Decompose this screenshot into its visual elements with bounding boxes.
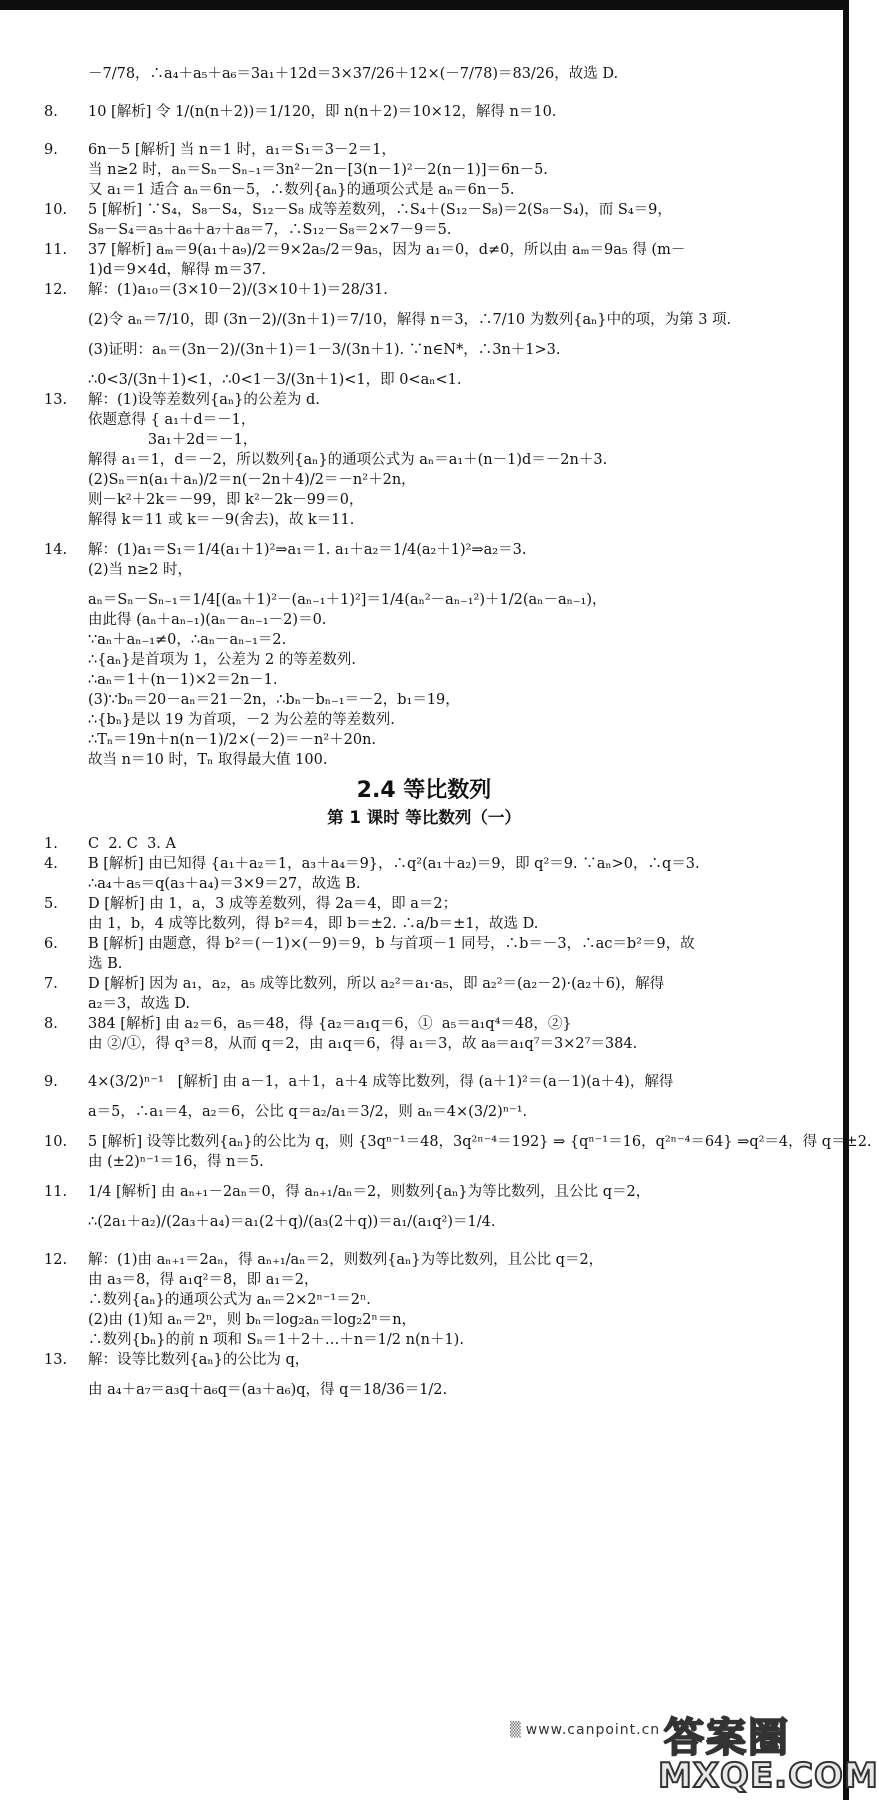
answer-line — [44, 1380, 804, 1400]
answer-text: (2)由 (1)知 aₙ＝2ⁿ，则 bₙ＝log₂aₙ＝log₂2ⁿ＝n， — [88, 1312, 417, 1328]
answer-text: 37 [解析] aₘ＝9(a₁＋a₉)/2＝9×2a₅/2＝9a₅，因为 a₁＝0，d≠0，所以由 aₘ＝9a₅ 得 (m－ — [88, 242, 686, 258]
item-number: 8. — [44, 104, 58, 120]
answer-content — [44, 64, 872, 1400]
answer-text: 由 ②/①，得 q³＝8，从而 q＝2，由 a₁q＝6，得 a₁＝3，故 a₈＝a₁q⁷＝3×2⁷＝384. — [88, 1036, 638, 1052]
answer-text: S₈－S₄＝a₅＋a₆＋a₇＋a₈＝7，∴S₁₂－S₈＝2×7－9＝5. — [88, 222, 452, 238]
answer-text: B [解析] 由题意，得 b²＝(－1)×(－9)＝9，b 与首项－1 同号，∴b＝－3，∴ac＝b²＝9，故 — [88, 936, 695, 952]
spacer — [44, 330, 804, 340]
answer-text: 6n－5 [解析] 当 n＝1 时，a₁＝S₁＝3－2＝1， — [88, 142, 396, 158]
answer-item — [44, 1250, 804, 1270]
watermark-logo — [650, 1700, 879, 1800]
answer-text: 解得 a₁＝1，d＝－2，所以数列{aₙ}的通项公式为 aₙ＝a₁＋(n－1)d＝－2n＋3. — [88, 452, 608, 468]
answer-item — [44, 1350, 804, 1370]
spacer — [44, 1054, 804, 1072]
answer-line — [44, 994, 804, 1014]
answer-line — [44, 670, 804, 690]
answer-line — [44, 510, 804, 530]
answer-text: (3)∵bₙ＝20－aₙ＝21－2n，∴bₙ－bₙ₋₁＝－2，b₁＝19， — [88, 692, 460, 708]
item-number: 11. — [44, 1184, 68, 1200]
answer-item — [44, 854, 804, 874]
watermark-top-text: 答案圈 — [664, 1715, 790, 1761]
answer-text: aₙ＝Sₙ－Sₙ₋₁＝1/4[(aₙ＋1)²－(aₙ₋₁＋1)²]＝1/4(aₙ²－aₙ₋₁²)＋1/2(aₙ－aₙ₋₁)， — [88, 592, 607, 608]
answer-item — [44, 102, 804, 122]
spacer — [44, 300, 804, 310]
item-number: 12. — [44, 1252, 68, 1268]
item-number: 11. — [44, 242, 68, 258]
answer-item — [44, 1014, 804, 1034]
item-number: 6. — [44, 936, 58, 952]
answer-line — [44, 1310, 804, 1330]
answer-text: ∴{aₙ}是首项为 1，公差为 2 的等差数列. — [88, 652, 356, 668]
answer-text: 选 B. — [88, 956, 123, 972]
answer-item — [44, 974, 804, 994]
answer-line — [44, 560, 804, 580]
answer-line — [44, 410, 804, 430]
answer-text: 由 1，b，4 成等比数列，得 b²＝4，即 b＝±2. ∴a/b＝±1，故选 D. — [88, 916, 539, 932]
answer-line — [44, 490, 804, 510]
answer-line — [44, 1330, 804, 1350]
answer-text: 解：(1)a₁＝S₁＝1/4(a₁＋1)²⇒a₁＝1. a₁＋a₂＝1/4(a₂＋1)²⇒a₂＝3. — [88, 542, 527, 558]
spacer — [44, 580, 804, 590]
item-number: 4. — [44, 856, 58, 872]
answer-text: ∴a₄＋a₅＝q(a₃＋a₄)＝3×9＝27，故选 B. — [88, 876, 361, 892]
answer-line — [44, 470, 804, 490]
answer-line — [44, 730, 804, 750]
answer-text: 3a₁＋2d＝－1， — [88, 432, 258, 448]
answer-line — [44, 1270, 804, 1290]
footer-dots-icon: ▒ — [510, 1722, 522, 1738]
answer-text: 解：(1)a₁₀＝(3×10－2)/(3×10＋1)＝28/31. — [88, 282, 388, 298]
answer-line — [44, 260, 804, 280]
footer-url-text: www.canpoint.cn — [525, 1722, 661, 1738]
answer-text: ∴数列{aₙ}的通项公式为 aₙ＝2×2ⁿ⁻¹＝2ⁿ. — [88, 1292, 371, 1308]
answer-line — [44, 450, 804, 470]
spacer — [44, 1232, 804, 1250]
answer-line — [44, 954, 804, 974]
answer-text: (2)令 aₙ＝7/10，即 (3n－2)/(3n＋1)＝7/10，解得 n＝3，∴7/10 为数列{aₙ}中的项，为第 3 项. — [88, 312, 732, 328]
answer-line — [44, 590, 804, 610]
answer-text: 384 [解析] 由 a₂＝6，a₅＝48，得 {a₂＝a₁q＝6，① a₅＝a₁q⁴＝48，②} — [88, 1016, 572, 1032]
item-number: 12. — [44, 282, 68, 298]
answer-text: 依题意得 { a₁＋d＝－1， — [88, 412, 256, 428]
answer-line — [44, 1102, 804, 1122]
answer-item — [44, 540, 804, 560]
item-number: 9. — [44, 1074, 58, 1090]
answer-line — [44, 710, 804, 730]
answer-text: 由 a₃＝8，得 a₁q²＝8，即 a₁＝2， — [88, 1272, 319, 1288]
answer-item — [44, 390, 804, 410]
section-title: 2.4 等比数列 — [356, 778, 492, 803]
item-number: 13. — [44, 1352, 68, 1368]
footer-url — [510, 1722, 660, 1738]
answer-line — [44, 610, 804, 630]
answer-text: 4×(3/2)ⁿ⁻¹ [解析] 由 a－1，a＋1，a＋4 成等比数列，得 (a＋1)²＝(a－1)(a＋4)，解得 — [88, 1074, 674, 1090]
answer-item — [44, 1182, 804, 1202]
answer-line — [44, 160, 804, 180]
spacer — [44, 1370, 804, 1380]
answer-text: 10 [解析] 令 1/(n(n＋2))＝1/120，即 n(n＋2)＝10×12，解得 n＝10. — [88, 104, 557, 120]
answer-text: 5 [解析] ∵S₄，S₈－S₄，S₁₂－S₈ 成等差数列，∴S₄＋(S₁₂－S₈)＝2(S₈－S₄)，而 S₄＝9， — [88, 202, 672, 218]
watermark-bottom-text: MXQE.COM — [658, 1756, 879, 1796]
answer-text: 1)d＝9×4d，解得 m＝37. — [88, 262, 266, 278]
answer-text: 故当 n＝10 时，Tₙ 取得最大值 100. — [88, 752, 328, 768]
answer-text: 解得 k＝11 或 k＝－9(舍去)，故 k＝11. — [88, 512, 355, 528]
answer-text: ∴0<3/(3n＋1)<1，∴0<1－3/(3n＋1)<1，即 0<aₙ<1. — [88, 372, 462, 388]
item-number: 13. — [44, 392, 68, 408]
answer-item — [44, 240, 804, 260]
answer-text: 解：设等比数列{aₙ}的公比为 q， — [88, 1352, 310, 1368]
section-subtitle: 第 1 课时 等比数列（一） — [327, 808, 521, 827]
answer-line — [44, 1212, 804, 1232]
answer-text: C 2. C 3. A — [88, 836, 176, 852]
answer-item — [44, 140, 804, 160]
answer-text: 1/4 [解析] 由 aₙ₊₁－2aₙ＝0，得 aₙ₊₁/aₙ＝2，则数列{aₙ}为等比数列，且公比 q＝2， — [88, 1184, 651, 1200]
answer-text: ∴Tₙ＝19n＋n(n－1)/2×(－2)＝－n²＋20n. — [88, 732, 377, 748]
answer-item — [44, 1132, 872, 1152]
answer-text: (2)当 n≥2 时， — [88, 562, 192, 578]
spacer — [44, 1172, 804, 1182]
answer-line — [44, 630, 804, 650]
answer-text: D [解析] 由 1，a，3 成等差数列，得 2a＝4，即 a＝2； — [88, 896, 458, 912]
answer-line — [44, 914, 804, 934]
answer-text: (3)证明：aₙ＝(3n－2)/(3n＋1)＝1－3/(3n＋1). ∵n∈N*，∴3n＋1>3. — [88, 342, 561, 358]
answer-item — [44, 834, 804, 854]
answer-item — [44, 1072, 804, 1092]
answer-text: 解：(1)设等差数列{aₙ}的公差为 d. — [88, 392, 320, 408]
answer-line — [44, 1152, 804, 1172]
answer-text: 则－k²＋2k＝－99，即 k²－2k－99＝0， — [88, 492, 364, 508]
item-number: 7. — [44, 976, 58, 992]
answer-text: 又 a₁＝1 适合 aₙ＝6n－5，∴数列{aₙ}的通项公式是 aₙ＝6n－5. — [88, 182, 515, 198]
item-number: 8. — [44, 1016, 58, 1032]
item-number: 9. — [44, 142, 58, 158]
answer-text: ∴{bₙ}是以 19 为首项，－2 为公差的等差数列. — [88, 712, 395, 728]
spacer — [44, 360, 804, 370]
spacer — [44, 530, 804, 540]
answer-line — [44, 220, 804, 240]
spacer — [44, 1122, 804, 1132]
answer-line — [44, 874, 804, 894]
spacer — [44, 1202, 804, 1212]
answer-line — [44, 310, 804, 330]
answer-line — [44, 340, 804, 360]
answer-text: ∵aₙ＋aₙ₋₁≠0，∴aₙ－aₙ₋₁＝2. — [88, 632, 287, 648]
right-edge-band — [843, 0, 849, 1800]
answers-part-1 — [44, 64, 804, 770]
answer-text: 由 a₄＋a₇＝a₃q＋a₆q＝(a₃＋a₆)q，得 q＝18/36＝1/2. — [88, 1382, 448, 1398]
answer-line — [44, 1034, 804, 1054]
spacer — [44, 1092, 804, 1102]
spacer — [44, 84, 804, 102]
answer-line — [44, 690, 804, 710]
top-edge-bar — [0, 0, 849, 10]
item-number: 10. — [44, 1134, 68, 1150]
answer-line — [44, 650, 804, 670]
answer-line — [44, 180, 804, 200]
answer-line — [44, 430, 804, 450]
answer-line — [44, 1290, 804, 1310]
answers-part-2 — [44, 834, 872, 1400]
answer-text: 由此得 (aₙ＋aₙ₋₁)(aₙ－aₙ₋₁－2)＝0. — [88, 612, 327, 628]
item-number: 10. — [44, 202, 68, 218]
answer-line — [44, 64, 804, 84]
answer-text: D [解析] 因为 a₁，a₂，a₅ 成等比数列，所以 a₂²＝a₁·a₅，即 a₂²＝(a₂－2)·(a₂＋6)，解得 — [88, 976, 665, 992]
spacer — [44, 122, 804, 140]
answer-text: (2)Sₙ＝n(a₁＋aₙ)/2＝n(－2n＋4)/2＝－n²＋2n， — [88, 472, 416, 488]
item-number: 1. — [44, 836, 58, 852]
answer-text: a＝5，∴a₁＝4，a₂＝6，公比 q＝a₂/a₁＝3/2，则 aₙ＝4×(3/2)ⁿ⁻¹. — [88, 1104, 528, 1120]
answer-line — [44, 370, 804, 390]
answer-text: 当 n≥2 时，aₙ＝Sₙ－Sₙ₋₁＝3n²－2n－[3(n－1)²－2(n－1)]＝6n－5. — [88, 162, 548, 178]
answer-item — [44, 934, 804, 954]
answer-text: －7/78，∴a₄＋a₅＋a₆＝3a₁＋12d＝3×37/26＋12×(－7/78)＝83/26，故选 D. — [88, 66, 619, 82]
answer-item — [44, 200, 804, 220]
answer-text: ∴(2a₁＋a₂)/(2a₃＋a₄)＝a₁(2＋q)/(a₃(2＋q))＝a₁/(a₁q²)＝1/4. — [88, 1214, 496, 1230]
answer-text: a₂＝3，故选 D. — [88, 996, 191, 1012]
answer-text: ∴数列{bₙ}的前 n 项和 Sₙ＝1＋2＋…＋n＝1/2 n(n＋1). — [88, 1332, 464, 1348]
item-number: 5. — [44, 896, 58, 912]
answer-line — [44, 750, 804, 770]
answer-text: ∴aₙ＝1＋(n－1)×2＝2n－1. — [88, 672, 278, 688]
answer-item — [44, 894, 804, 914]
answer-text: 解：(1)由 aₙ₊₁＝2aₙ，得 aₙ₊₁/aₙ＝2，则数列{aₙ}为等比数列，且公比 q＝2， — [88, 1252, 604, 1268]
answer-text: 5 [解析] 设等比数列{aₙ}的公比为 q，则 {3qⁿ⁻¹＝48，3q²ⁿ⁻⁴＝192} ⇒ {qⁿ⁻¹＝16，q²ⁿ⁻⁴＝64} ⇒q²＝4，得 q＝±2. — [88, 1134, 872, 1150]
answer-text: 由 (±2)ⁿ⁻¹＝16，得 n＝5. — [88, 1154, 264, 1170]
answer-item — [44, 280, 804, 300]
answer-text: B [解析] 由已知得 {a₁＋a₂＝1，a₃＋a₄＝9}，∴q²(a₁＋a₂)＝9，即 q²＝9. ∵aₙ>0，∴q＝3. — [88, 856, 700, 872]
item-number: 14. — [44, 542, 68, 558]
